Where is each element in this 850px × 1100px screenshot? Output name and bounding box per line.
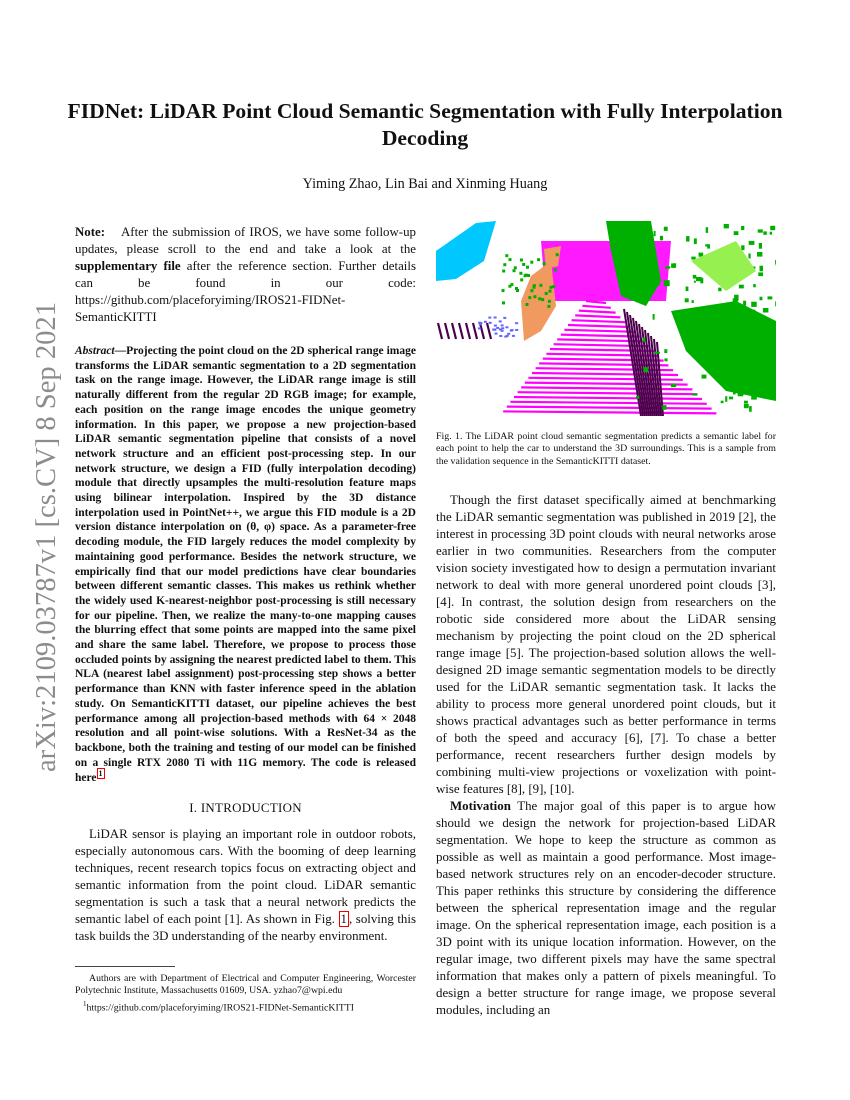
vegetation-speck: [537, 258, 540, 261]
vegetation-speck: [700, 278, 703, 284]
vegetation-speck: [770, 226, 775, 230]
vegetation-speck: [530, 289, 533, 292]
vegetation-speck: [694, 238, 697, 244]
vegetation-speck: [520, 259, 523, 262]
car-speck: [494, 325, 497, 327]
vegetation-speck: [694, 281, 696, 283]
vegetation-speck: [656, 282, 660, 285]
vegetation-speck: [519, 272, 522, 275]
vegetation-speck: [741, 226, 744, 230]
vegetation-speck: [705, 244, 707, 246]
vegetation-speck: [549, 290, 552, 293]
vegetation-speck: [516, 289, 519, 292]
vegetation-speck: [552, 285, 555, 288]
car-speck: [499, 328, 502, 330]
car-speck: [507, 333, 510, 335]
vegetation-speck: [664, 349, 667, 353]
footnote-link[interactable]: 1: [98, 769, 103, 779]
abstract-dash: —: [114, 345, 127, 357]
vegetation-speck: [744, 404, 749, 408]
vegetation-speck: [762, 377, 765, 382]
vegetation-speck: [769, 354, 772, 357]
vegetation-speck: [745, 366, 749, 371]
vegetation-speck: [738, 394, 743, 397]
vegetation-speck: [513, 269, 516, 272]
vegetation-speck: [702, 375, 707, 379]
vegetation-speck: [743, 301, 746, 306]
vegetation-speck: [522, 263, 525, 266]
vegetation-speck: [671, 384, 676, 387]
vegetation-speck: [725, 319, 729, 324]
vegetation-speck: [729, 397, 733, 400]
note-text-before: After the submission of IROS, we have some follow-up updates, please scroll to the end and take a look at the: [75, 225, 416, 256]
vegetation-speck: [711, 305, 717, 309]
car-speck: [511, 329, 514, 331]
vegetation-speck: [665, 266, 670, 268]
vegetation-speck: [697, 314, 703, 320]
left-column: [75, 224, 416, 945]
car-speck: [499, 335, 502, 337]
car-speck: [488, 317, 491, 319]
vegetation-speck: [775, 301, 776, 306]
vegetation-speck: [509, 258, 512, 261]
vegetation-speck: [554, 268, 557, 271]
car-speck: [512, 335, 515, 337]
vegetation-speck: [742, 324, 747, 329]
figure-ref-link[interactable]: 1: [340, 911, 347, 926]
vegetation-speck: [733, 392, 736, 395]
vegetation-speck: [520, 278, 523, 281]
vegetation-speck: [760, 297, 763, 301]
car-speck: [494, 317, 497, 319]
vegetation-speck: [707, 244, 710, 248]
car-speck: [499, 320, 502, 322]
vegetation-speck: [725, 396, 727, 402]
affiliation-footnote: Authors are with Department of Electrical and Computer Engineering, Worcester Polytechnic Institute, Massachusetts 01609, USA. yzhao7@wpi.edu: [75, 973, 416, 997]
motivation-label: Motivation: [450, 798, 511, 813]
car-speck: [492, 329, 495, 331]
intro-text-before: LiDAR sensor is playing an important role in outdoor robots, especially autonomous cars. With the booming of deep learning techniques, recent research topics focus on extracting object and semantic information from the point cloud. LiDAR semantic segmentation is such a task that a neural network predicts the semantic label of each point [1]. As shown in Fig.: [75, 826, 416, 926]
vegetation-speck: [547, 305, 550, 308]
note-bold: supplementary file: [75, 259, 181, 273]
vegetation-speck: [686, 287, 689, 292]
vegetation-speck: [653, 314, 655, 320]
figure-caption: Fig. 1. The LiDAR point cloud semantic segmentation predicts a semantic label for each point to help the car to understand the 3D surroundings. This is a sample from the validation sequence in the SemanticKITTI dataset.: [436, 431, 776, 467]
car-speck: [489, 322, 492, 324]
vegetation-speck: [715, 317, 720, 320]
vegetation-speck: [739, 285, 744, 289]
vegetation-speck: [641, 254, 646, 259]
vegetation-speck: [530, 261, 533, 264]
right-paragraph-1: Though the first dataset specifically aimed at benchmarking the LiDAR semantic segmentation was published in 2019 [2], the interest in processing 3D point clouds with neural networks arose earlier in two communities. Researchers from the computer vision society investigated how to design a permutation invariant network to deal with more general unordered point clouds [3], [4]. In contrast, the solution design from researchers on the robotic side considered more about the LiDAR sensing mechanism by projecting the point cloud on the 2D spherical range image [5]. The projection-based solution allows the well-designed 2D image semantic segmentation models to be directly used for the LiDAR semantic segmentation task. It lacks the ability to process more general unordered point clouds, but it shows practical advantages such as better performance in terms of both the speed and accuracy [6], [7]. To chase a better performance, recent researchers further design models by combining multi-view projections or voxelization with point-wise features [8], [9], [10].: [436, 492, 776, 796]
vegetation-speck: [759, 243, 762, 249]
vegetation-speck: [706, 227, 708, 233]
vegetation-speck: [692, 300, 694, 303]
car-speck: [495, 333, 498, 335]
vegetation-speck: [548, 300, 551, 303]
abstract: [75, 344, 416, 786]
vegetation-speck: [533, 295, 536, 298]
vegetation-speck: [502, 301, 505, 304]
segmentation-figure: [436, 221, 776, 416]
vegetation-speck: [644, 229, 646, 234]
vegetation-speck: [714, 312, 720, 314]
intro-paragraph: [75, 826, 416, 945]
vegetation-speck: [734, 360, 738, 362]
car-speck: [506, 335, 509, 337]
vegetation-speck: [526, 303, 529, 306]
vegetation-speck: [505, 254, 508, 257]
vegetation-speck: [660, 236, 663, 241]
vegetation-speck: [770, 232, 772, 235]
note-label: Note:: [75, 225, 106, 239]
vegetation-speck: [525, 274, 528, 277]
url-footnote-mark: 1: [83, 1000, 87, 1009]
vegetation-speck: [738, 322, 741, 327]
vegetation-speck: [502, 289, 505, 292]
vegetation-speck: [647, 298, 650, 300]
vegetation-speck: [654, 352, 660, 354]
vegetation-speck: [758, 272, 763, 276]
vegetation-speck: [717, 375, 722, 380]
vegetation-speck: [539, 284, 542, 287]
vegetation-speck: [764, 373, 769, 378]
vegetation-speck: [550, 286, 553, 289]
car-speck: [505, 326, 508, 328]
car-speck: [484, 321, 487, 323]
vegetation-speck: [683, 322, 688, 325]
abstract-lead: Abstract: [75, 345, 115, 357]
vegetation-speck: [503, 263, 506, 266]
motivation-text: The major goal of this paper is to argue how should we design the network for projection-based LiDAR segmentation. We hope to keep the structure as common as possible as well as maintain a good performance. Most image-based network structures rely on an encoder-decoder structure. This paper rethinks this structure by considering the difference between the spherical representation image and the regular image. On the spherical representation image, each position is a 3D point with its unique location information. However, on the regular image, two different pixels may have the same spectral information that makes only a pattern of pixels meaningful. To design a better structure for range image, we propose several modules, including an: [436, 798, 776, 1017]
vegetation-speck: [647, 221, 652, 224]
vegetation-speck: [725, 387, 731, 390]
vegetation-speck: [685, 298, 689, 302]
url-footnote-link[interactable]: https://github.com/placeforyiming/IROS21-FIDNet-SemanticKITTI: [86, 1002, 354, 1014]
vegetation-speck: [734, 231, 739, 235]
vegetation-speck: [760, 390, 766, 396]
vegetation-speck: [636, 396, 639, 399]
vegetation-speck: [751, 376, 756, 382]
vegetation-speck: [671, 263, 676, 268]
vegetation-speck: [718, 288, 721, 292]
vegetation-speck: [768, 296, 773, 299]
vegetation-speck: [664, 227, 668, 231]
vegetation-speck: [664, 280, 670, 286]
vegetation-speck: [758, 350, 762, 356]
vegetation-speck: [541, 298, 544, 301]
vegetation-speck: [760, 266, 764, 272]
update-note: [75, 224, 416, 326]
vegetation-speck: [750, 310, 755, 315]
paper-title: FIDNet: LiDAR Point Cloud Semantic Segmentation with Fully Interpolation Decoding: [67, 99, 783, 150]
vegetation-speck: [770, 325, 774, 330]
vegetation-speck: [763, 231, 767, 234]
vegetation-speck: [744, 401, 748, 404]
arxiv-stamp: [12, 298, 72, 778]
vegetation-speck: [751, 302, 757, 307]
url-footnote: [75, 998, 416, 1014]
note-text-after: after the reference section. Further details can be found in our code: https://github.com/placeforyiming/IROS21-FIDNet-SemanticKITTI: [75, 259, 416, 324]
vegetation-speck: [502, 270, 505, 273]
car-speck: [501, 324, 504, 326]
vegetation-speck: [740, 314, 745, 317]
right-column: [436, 221, 776, 1019]
vegetation-speck: [533, 286, 536, 289]
vegetation-speck: [734, 295, 739, 301]
vegetation-speck: [642, 338, 645, 342]
vegetation-speck: [691, 257, 695, 260]
vegetation-speck: [543, 262, 546, 265]
vegetation-speck: [753, 284, 756, 287]
vegetation-speck: [526, 266, 529, 269]
vegetation-speck: [771, 373, 776, 377]
vegetation-speck: [748, 254, 750, 259]
abstract-text: Projecting the point cloud on the 2D spherical range image transforms the LiDAR semantic segmentation to a 2D segmentation task on the range image. However, the LiDAR range image is still naturally different from the regular 2D RGB image; for example, each position on the range image encodes the unique geometry information. In this paper, we propose a new projection-based LiDAR semantic segmentation pipeline that consists of a novel network structure and an efficient post-processing step. In our network structure, we design a FID (fully interpolation decoding) module that directly upsamples the multi-resolution feature maps using bilinear interpolation. Inspired by the 3D distance interpolation used in PointNet++, we argue this FID module is a 2D version distance interpolation on (θ, φ) space. As a parameter-free decoding module, the FID largely reduces the model complexity by maintaining good performance. Besides the network structure, we empirically find that our model predictions have clear boundaries between different semantic classes. This makes us rethink whether the widely used K-nearest-neighbor post-processing is still necessary for our pipeline. Then, we realize the many-to-one mapping causes the blurring effect that some points are mapped into the same pixel and share the same label. Therefore, we propose to process those occluded points by assigning the nearest predicted label to them. This NLA (nearest label assignment) post-processing step shows a better performance than KNN with faster inference speed in the ablation study. On SemanticKITTI dataset, our pipeline achieves the best performance among all projection-based methods with 64 × 2048 resolution and all point-wise solutions. With a ResNet-34 as the backbone, both the training and testing of our model can be finished on a single RTX 2080 Ti with 11G memory. The code is released here: [75, 345, 416, 785]
footnote-area: [75, 966, 416, 1015]
vegetation-speck: [643, 367, 648, 372]
vegetation-speck: [775, 260, 776, 264]
vegetation-speck: [538, 297, 541, 300]
vegetation-speck: [721, 401, 724, 404]
footnote-divider: [75, 966, 175, 967]
vegetation-speck: [760, 385, 766, 391]
vegetation-speck: [749, 406, 752, 412]
vegetation-speck: [760, 327, 763, 332]
car-speck: [515, 322, 518, 324]
vegetation-speck: [545, 292, 548, 295]
vegetation-speck: [727, 303, 731, 307]
car-speck: [478, 322, 481, 324]
arxiv-stamp-text: arXiv:2109.03787v1 [cs.CV] 8 Sep 2021: [31, 303, 62, 772]
vegetation-speck: [751, 395, 757, 400]
intro-text-after: , solving this task builds the 3D understanding of the nearby environment.: [75, 911, 416, 943]
vegetation-speck: [741, 245, 744, 250]
vegetation-speck: [528, 296, 531, 299]
vegetation-speck: [758, 229, 763, 232]
vegetation-speck: [664, 358, 667, 361]
car-speck: [515, 329, 518, 331]
vegetation-speck: [724, 224, 729, 228]
segmentation-image: [436, 221, 776, 416]
vegetation-speck: [700, 334, 703, 340]
vegetation-speck: [757, 252, 762, 257]
vegetation-speck: [654, 231, 656, 236]
section-heading-introduction: I. INTRODUCTION: [189, 800, 302, 815]
vegetation-speck: [662, 405, 666, 410]
vegetation-speck: [715, 358, 720, 363]
right-paragraph-2: [436, 798, 776, 1019]
vegetation-speck: [556, 253, 559, 256]
vegetation-speck: [768, 386, 774, 389]
car-speck: [496, 327, 499, 329]
vegetation-speck: [642, 265, 645, 267]
car-speck: [503, 317, 506, 319]
author-list: Yiming Zhao, Lin Bai and Xinming Huang: [302, 176, 548, 192]
vegetation-speck: [636, 246, 640, 248]
vegetation-speck: [647, 242, 649, 244]
vegetation-speck: [693, 275, 697, 279]
vegetation-speck: [514, 266, 517, 269]
vegetation-speck: [749, 241, 755, 245]
vegetation-speck: [747, 388, 749, 393]
vegetation-speck: [686, 236, 689, 242]
vegetation-speck: [510, 283, 513, 286]
vegetation-speck: [763, 308, 769, 313]
vegetation-speck: [692, 394, 697, 396]
car-speck: [478, 327, 481, 329]
